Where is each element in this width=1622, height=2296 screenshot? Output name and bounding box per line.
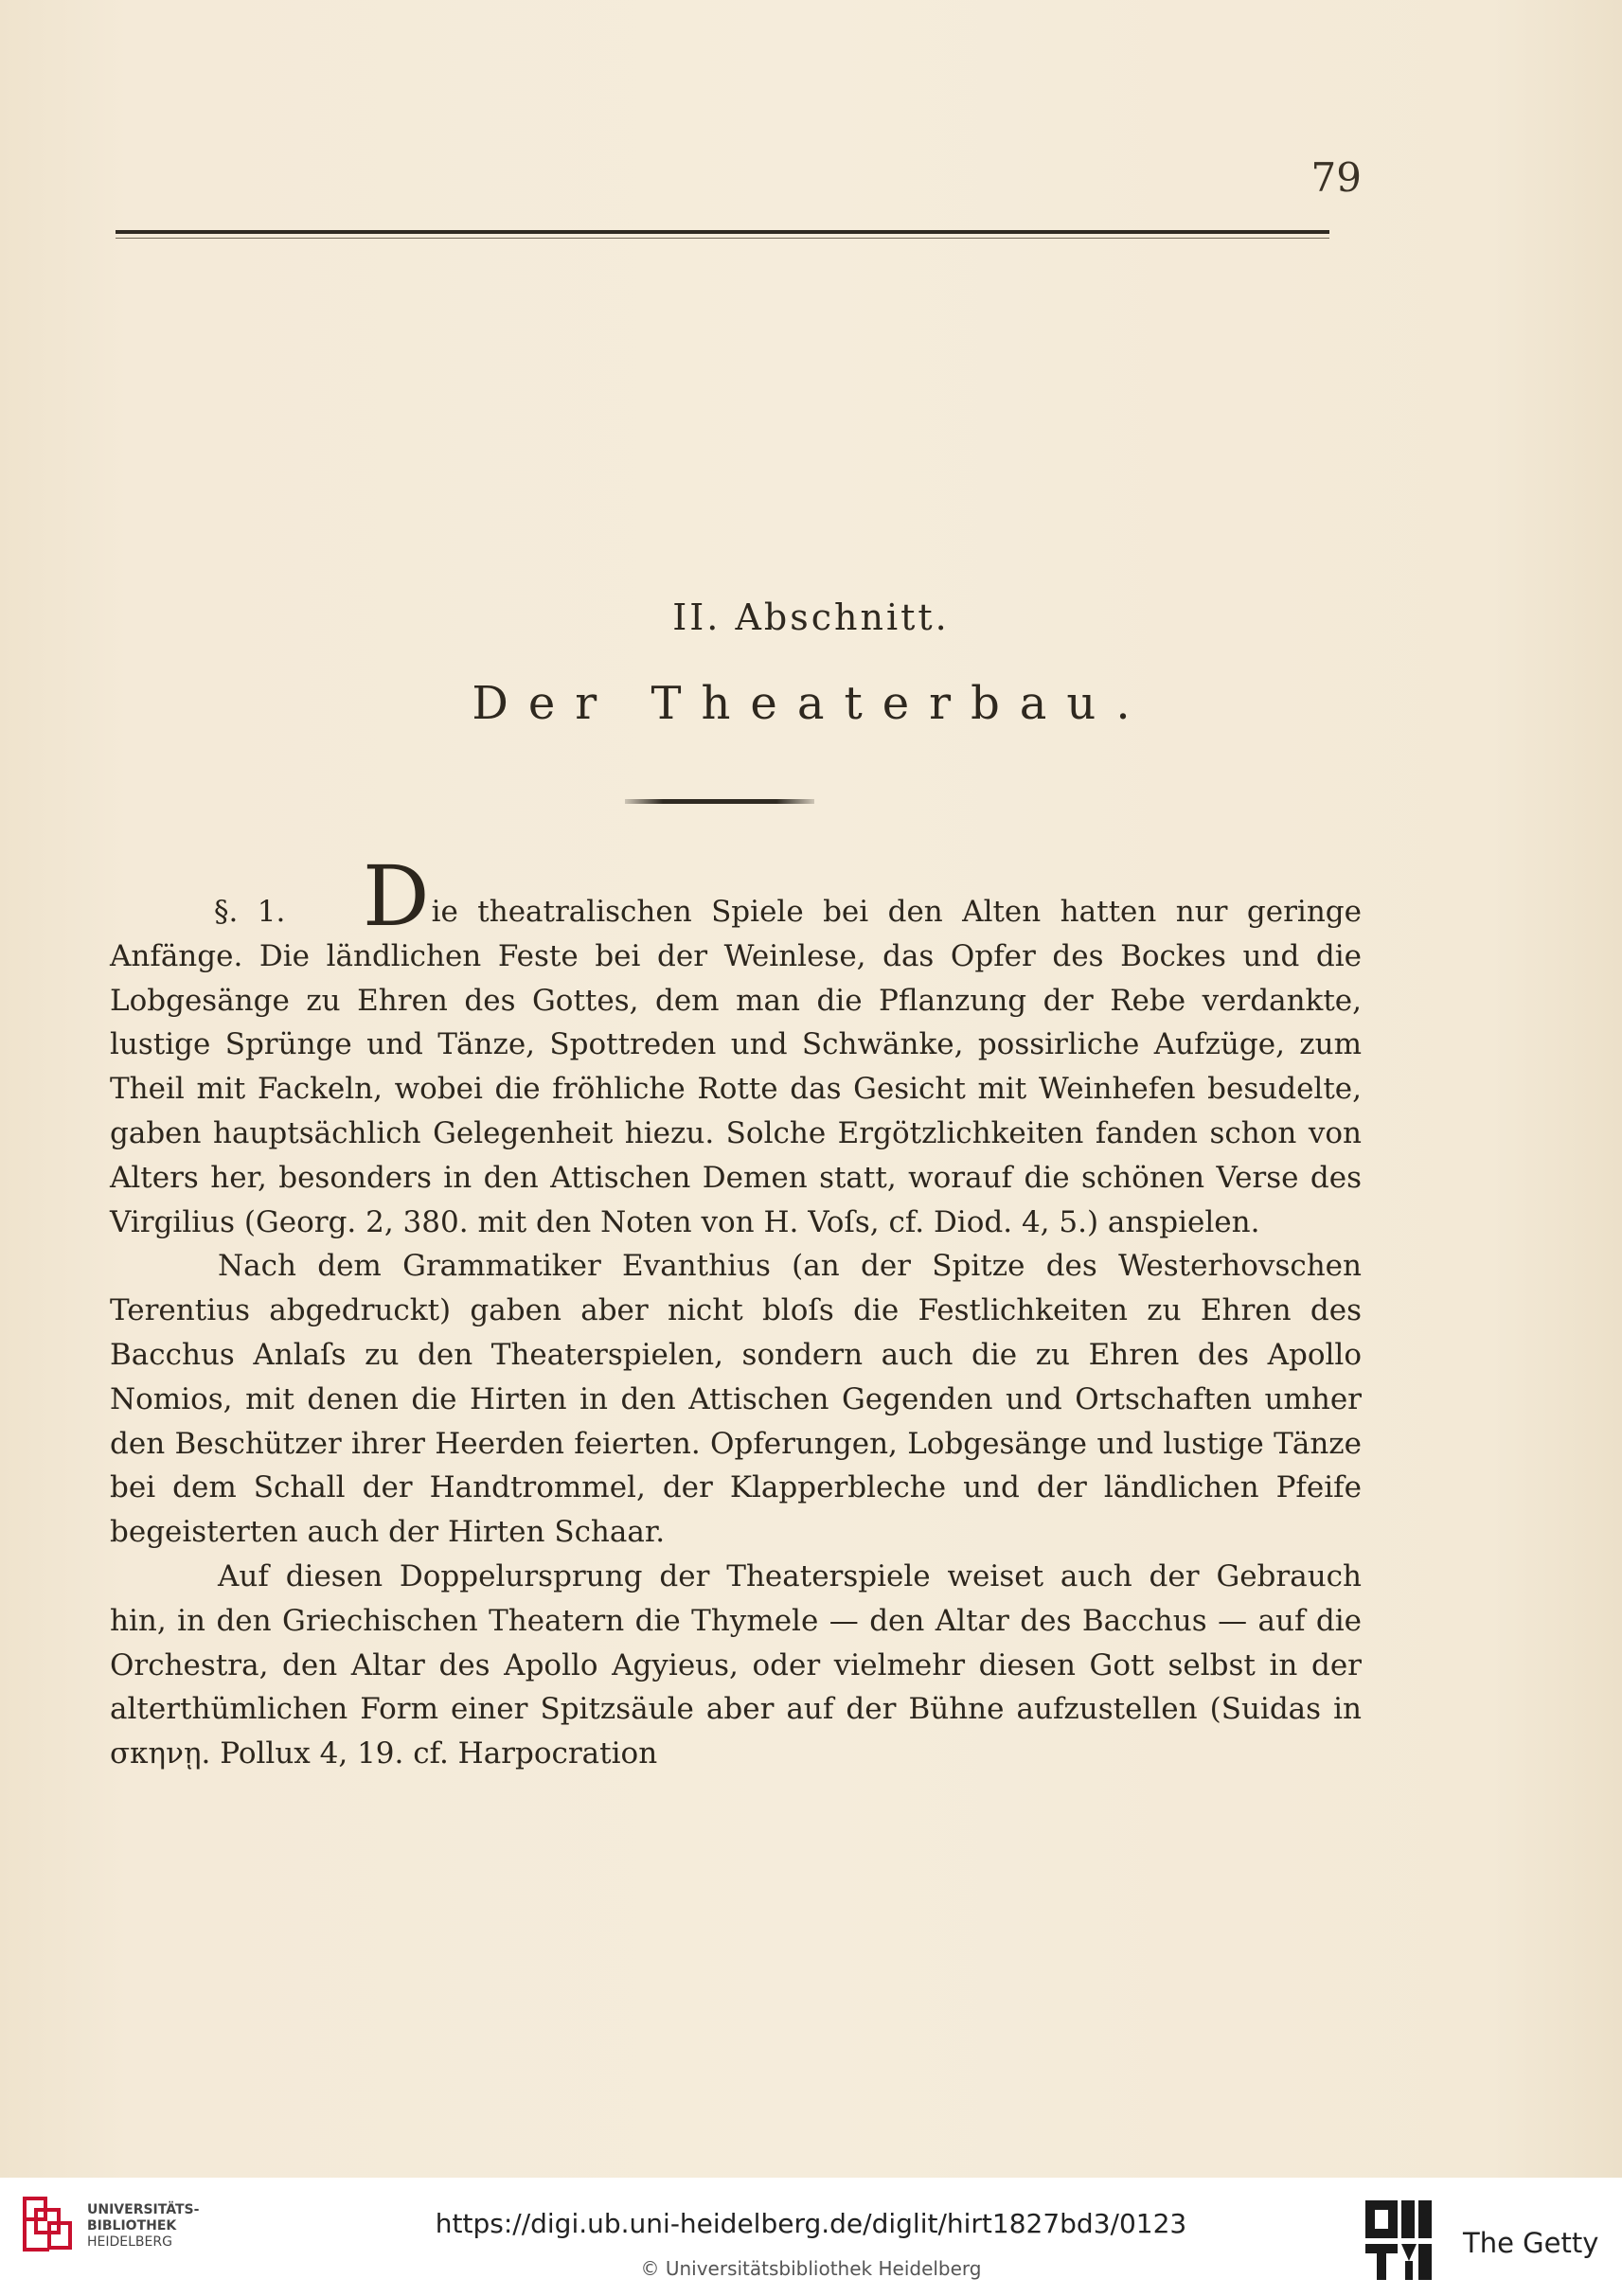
- ornamental-rule: [625, 799, 814, 804]
- paragraph-1-text: ie theatralischen Spiele bei den Alten hatten nur geringe Anfänge. Die ländlichen Feste bei der Weinlese, das Opfer des Bockes und die Lobgesänge zu Ehren des Gottes, dem man die Pflanzung der Rebe verdankte, lustige Sprünge und Tänze, Spottreden und Schwänke, possirliche Aufzüge, zum Theil mit Fackeln, wobei die fröhliche Rotte das Gesicht mit Weinhefen besudelte, gaben hauptsächlich Gelegenheit hiezu. Solche Ergötzlichkeiten fanden schon von Alters her, besonders in den Attischen Demen statt, worauf die schönen Verse des Virgilius (Georg. 2, 380. mit den Noten von H. Voſs, cf. Diod. 4, 5.) anspielen.: [110, 895, 1362, 1239]
- section-mark: §. 1.: [214, 895, 286, 929]
- drop-cap: D: [363, 847, 430, 945]
- section-number: II. Abschnitt.: [672, 596, 950, 638]
- viewer-footer: [0, 2178, 1622, 2296]
- paragraph-3: Auf diesen Doppelursprung der Theaterspiele weiset auch der Gebrauch hin, in den Griechischen Theatern die Thymele — den Altar des Bacchus — auf die Orchestra, den Altar des Apollo Agyieus, oder vielmehr diesen Gott selbst in der alterthümlichen Form einer Spitzsäule aber auf der Bühne aufzustellen (Suidas in σκηνῃ. Pollux 4, 19. cf. Harpocration: [110, 1558, 1362, 1771]
- library-name-line1: UNIVERSITÄTS-: [87, 2202, 200, 2217]
- getty-logo-icon: [1364, 2198, 1434, 2284]
- copyright-notice: © Universitätsbibliothek Heidelberg: [640, 2257, 982, 2280]
- partner-name: The Getty: [1463, 2227, 1599, 2259]
- header-rule-thin: [116, 238, 1329, 239]
- library-name-line3: HEIDELBERG: [87, 2234, 172, 2250]
- header-rule: [116, 230, 1329, 234]
- body-text: [110, 847, 1362, 1776]
- library-name-line2: BIBLIOTHEK: [87, 2218, 177, 2234]
- permalink[interactable]: https://digi.ub.uni-heidelberg.de/diglit/hirt1827bd3/0123: [435, 2208, 1187, 2239]
- paragraph-2: Nach dem Grammatiker Evanthius (an der Spitze des Westerhovschen Terentius abgedruckt) gaben aber nicht bloſs die Festlichkeiten zu Ehren des Bacchus Anlaſs zu den Theaterspielen, sondern auch die zu Ehren des Apollo Nomios, mit denen die Hirten in den Attischen Gegenden und Ortschaften umher den Beschützer ihrer Heerden feierten. Opferungen, Lobgesänge und lustige Tänze bei dem Schall der Handtrommel, der Klapperbleche und der ländlichen Pfeife begeisterten auch der Hirten Schaar.: [110, 1249, 1362, 1550]
- page-number: 79: [1310, 154, 1362, 201]
- paragraph-1: [110, 847, 1362, 1244]
- section-title: Der Theaterbau.: [472, 677, 1150, 730]
